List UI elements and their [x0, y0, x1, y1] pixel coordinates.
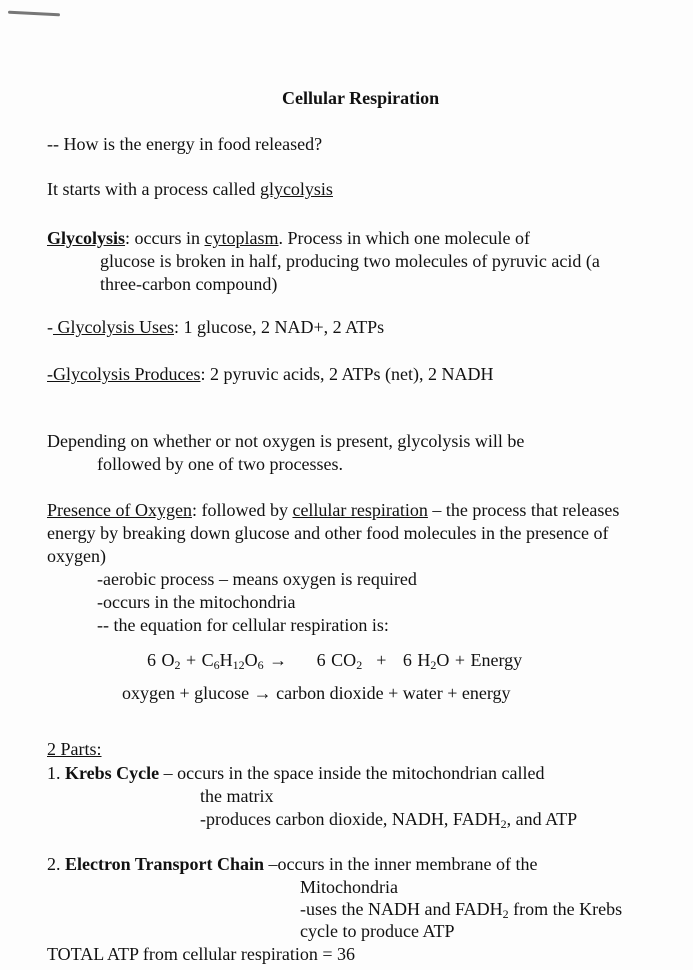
question: -- How is the energy in food released? [47, 134, 323, 154]
t: -produces carbon dioxide, NADH, FADH [200, 809, 501, 829]
bullet: -- the equation for cellular respiration is: [97, 615, 389, 635]
t: -uses the NADH and FADH [300, 899, 503, 919]
etc-line1 [47, 853, 537, 875]
total-atp: TOTAL ATP from cellular respiration = 36 [47, 944, 355, 964]
t: from the Krebs [508, 899, 623, 919]
etc-line3 [300, 898, 622, 920]
etc-name: Electron Transport Chain [65, 854, 265, 874]
glycolysis-produces [47, 363, 493, 385]
t: + C [180, 650, 214, 670]
produces-text: : 2 pyruvic acids, 2 ATPs (net), 2 NADH [200, 364, 494, 384]
glycolysis-def [47, 227, 530, 249]
loc: cytoplasm [204, 228, 279, 248]
krebs-line3 [200, 808, 577, 830]
presence-label: Presence of Oxygen [47, 500, 192, 520]
krebs-line1 [47, 762, 545, 784]
glycolysis-uses [47, 316, 384, 338]
arrow: → [263, 650, 293, 670]
glycolysis-line3: three-carbon compound) [100, 274, 278, 294]
t: O + Energy [436, 650, 523, 670]
scan-mark [8, 11, 60, 17]
t: H [219, 650, 233, 670]
t: –occurs in the inner membrane of the [264, 854, 538, 874]
t: . Process in which one molecule of [278, 228, 530, 248]
t: 6 CO [316, 650, 357, 670]
presence-line3: oxygen) [47, 546, 106, 566]
parts-label: 2 Parts: [47, 739, 102, 759]
t: O [244, 650, 258, 670]
t: – occurs in the space inside the mitochondrian called [159, 763, 545, 783]
t: 6 O [147, 650, 175, 670]
t: 2. [47, 854, 65, 874]
sub: 2 [356, 658, 363, 672]
t: : occurs in [125, 228, 205, 248]
t: 1. [47, 763, 65, 783]
krebs-line2: the matrix [200, 786, 274, 806]
sub: 2 [430, 658, 437, 672]
depending-line1: Depending on whether or not oxygen is present, glycolysis will be [47, 431, 525, 451]
t: - [47, 317, 53, 337]
intro-text: It starts with a process called [47, 179, 260, 199]
intro-term: glycolysis [259, 179, 333, 199]
term: cellular respiration [292, 500, 428, 520]
t: , and ATP [506, 809, 578, 829]
etc-line2: Mitochondria [300, 877, 398, 897]
produces-label: -Glycolysis Produces [47, 364, 201, 384]
t: : followed by [191, 500, 293, 520]
sub: 6 [257, 658, 264, 672]
uses-text: : 1 glucose, 2 NAD+, 2 ATPs [174, 317, 385, 337]
page-title: Cellular Respiration [282, 88, 440, 108]
sub: 12 [232, 658, 245, 672]
bullet: -aerobic process – means oxygen is required [97, 569, 417, 589]
glycolysis-line2: glucose is broken in half, producing two molecules of pyruvic acid (a [100, 251, 600, 271]
depending-line2: followed by one of two processes. [97, 454, 343, 474]
krebs-name: Krebs Cycle [65, 763, 160, 783]
uses-label: Glycolysis Uses [53, 317, 174, 337]
presence-line1 [47, 499, 619, 521]
intro [47, 178, 333, 200]
sub: 2 [502, 907, 509, 921]
chemical-equation [147, 649, 522, 671]
sub: 6 [213, 658, 220, 672]
glycolysis-term: Glycolysis [47, 228, 126, 248]
t: + 6 H [376, 650, 431, 670]
bullet: -occurs in the mitochondria [97, 592, 296, 612]
sub: 2 [174, 658, 181, 672]
sub: 2 [500, 817, 507, 831]
t: – the process that releases [427, 500, 620, 520]
word-equation: oxygen + glucose → carbon dioxide + water + energy [122, 683, 511, 703]
presence-line2: energy by breaking down glucose and other food molecules in the presence of [47, 523, 609, 543]
etc-line4: cycle to produce ATP [300, 921, 455, 941]
